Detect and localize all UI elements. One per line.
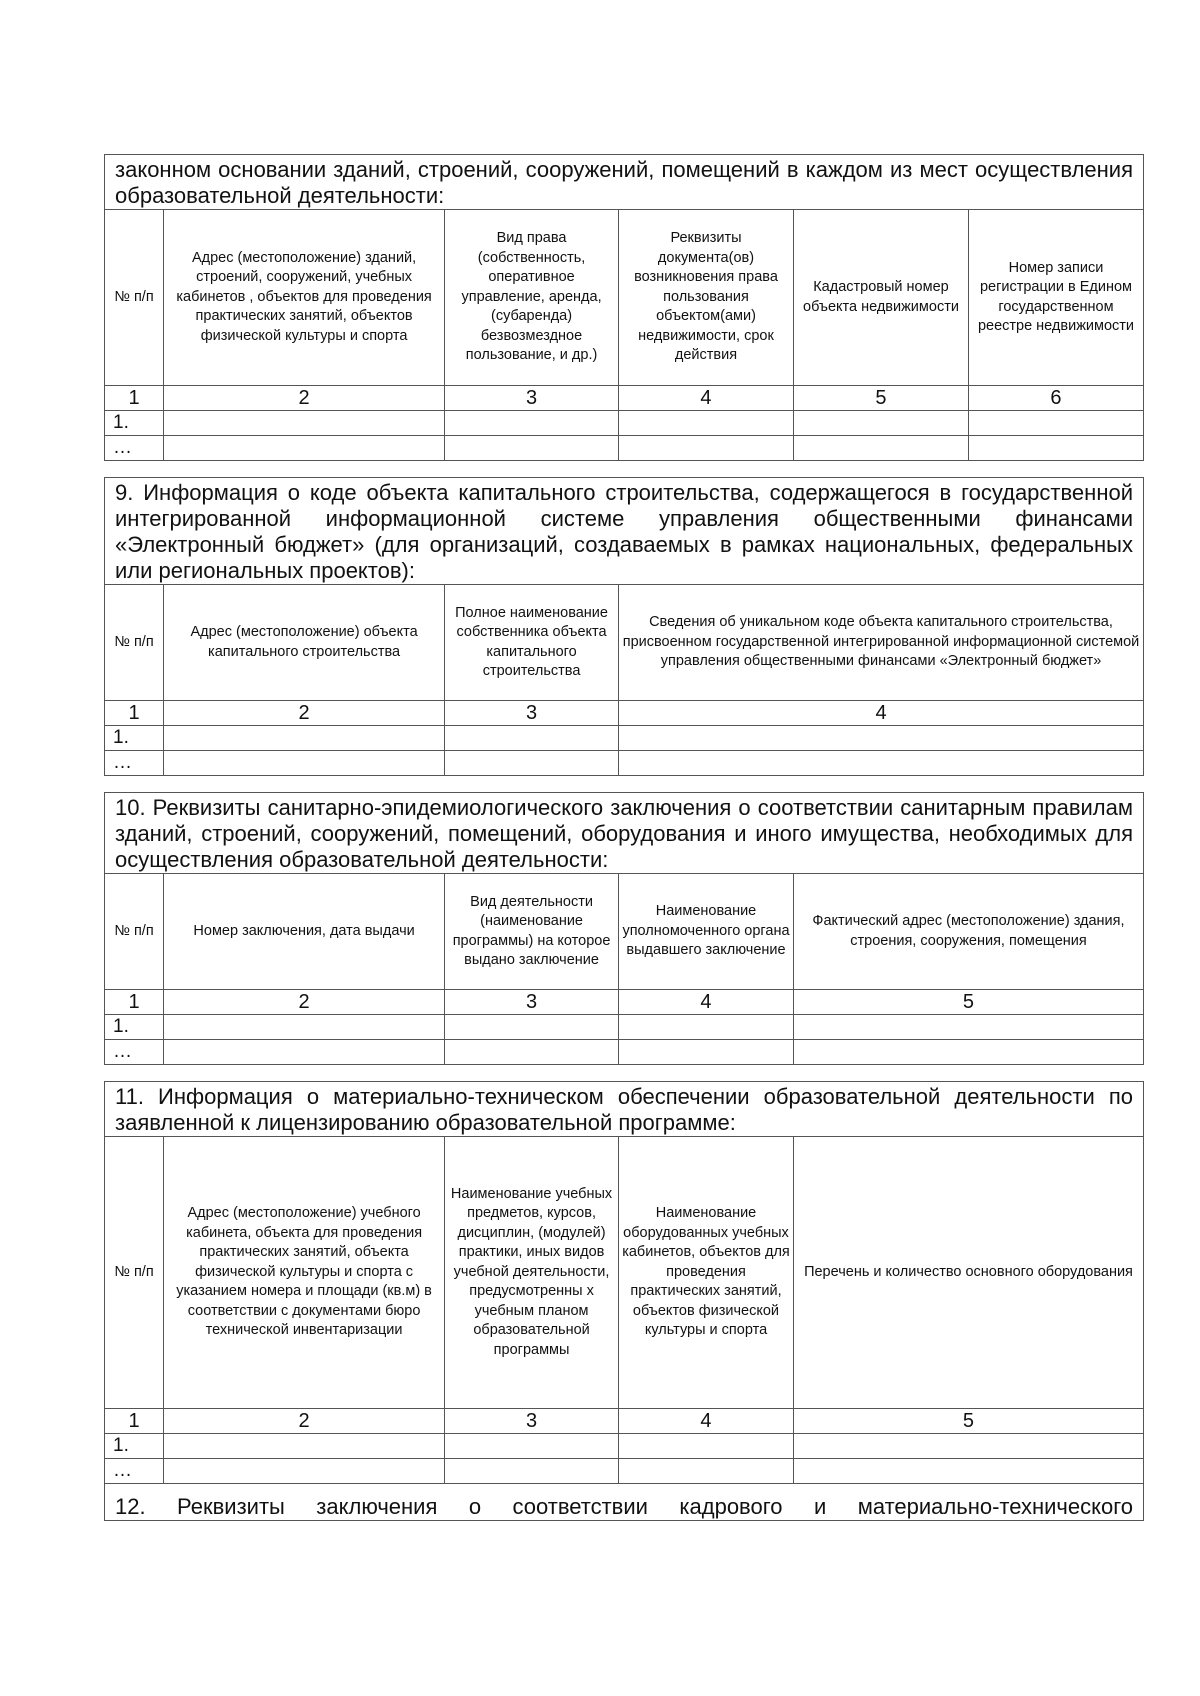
table-row (105, 751, 1144, 776)
table-row (105, 726, 1144, 751)
header-cell: Вид права (собственность, оперативное управление, аренда, (субаренда) безвозмездное пользование, и др.) (445, 210, 619, 386)
column-number: 5 (793, 386, 968, 411)
header-cell: Кадастровый номер объекта недвижимости (793, 210, 968, 386)
header-cell: Номер заключения, дата выдачи (164, 874, 445, 990)
row-number: 1. (105, 726, 164, 751)
column-number: 2 (164, 386, 445, 411)
header-cell: Перечень и количество основного оборудования (793, 1137, 1143, 1409)
table-10 (104, 873, 1144, 1065)
table-11 (104, 1136, 1144, 1484)
column-number: 5 (793, 990, 1143, 1015)
header-cell: Реквизиты документа(ов) возникновения права пользования объектом(ами) недвижимости, срок действия (619, 210, 794, 386)
column-number: 1 (105, 990, 164, 1015)
section-8-text: законном основании зданий, строений, сооружений, помещений в каждом из мест осуществления образовательной деятельности: (115, 157, 1133, 208)
column-number: 1 (105, 386, 164, 411)
header-cell: № п/п (105, 585, 164, 701)
column-number: 2 (164, 701, 445, 726)
row-number: … (105, 751, 164, 776)
header-cell: Полное наименование собственника объекта капитального строительства (445, 585, 619, 701)
section-8 (104, 154, 1144, 209)
row-number: 1. (105, 1015, 164, 1040)
column-number: 3 (445, 701, 619, 726)
column-number: 1 (105, 1409, 164, 1434)
section-10-text: 10. Реквизиты санитарно-эпидемиологического заключения о соответствии санитарным правилам зданий, строений, сооружений, помещений, оборудования и иного имущества, необходимых для осуществления образовательной деятельности: (115, 795, 1133, 872)
header-cell: Номер записи регистрации в Едином государственном реестре недвижимости (968, 210, 1143, 386)
table-row (105, 411, 1144, 436)
section-9-text: 9. Информация о коде объекта капитального строительства, содержащегося в государственной интегрированной информационной системе управления общественными финансами «Электронный бюджет» (для организаций, создаваемых в рамках национальных, федеральных или региональных проектов): (115, 480, 1133, 583)
row-number: … (105, 1040, 164, 1065)
header-cell: Наименование уполномоченного органа выдавшего заключение (619, 874, 794, 990)
row-number: … (105, 1459, 164, 1484)
table-9 (104, 584, 1144, 776)
column-number: 4 (619, 701, 1144, 726)
column-number: 2 (164, 990, 445, 1015)
column-number: 6 (968, 386, 1143, 411)
column-number: 4 (619, 990, 794, 1015)
header-cell: № п/п (105, 1137, 164, 1409)
header-cell: Адрес (местоположение) зданий, строений, сооружений, учебных кабинетов , объектов для проведения практических занятий, объектов физической культуры и спорта (164, 210, 445, 386)
section-9 (104, 477, 1144, 584)
table-row (105, 1040, 1144, 1065)
document-page (104, 154, 1144, 1521)
column-number: 5 (793, 1409, 1143, 1434)
section-11 (104, 1081, 1144, 1136)
row-number: 1. (105, 1434, 164, 1459)
header-cell: № п/п (105, 210, 164, 386)
table-row (105, 436, 1144, 461)
header-cell: Фактический адрес (местоположение) здания, строения, сооружения, помещения (793, 874, 1143, 990)
header-cell: Сведения об уникальном коде объекта капитального строительства, присвоенном государственной интегрированной информационной системой управления общественными финансами «Электронный бюджет» (619, 585, 1144, 701)
column-number: 3 (445, 990, 619, 1015)
table-row (105, 1459, 1144, 1484)
header-cell: Адрес (местоположение) объекта капитального строительства (164, 585, 445, 701)
column-number: 4 (619, 386, 794, 411)
table-row (105, 1434, 1144, 1459)
header-cell: Наименование учебных предметов, курсов, дисциплин, (модулей) практики, иных видов учебной деятельности, предусмотренны х учебным планом образовательной программы (445, 1137, 619, 1409)
row-number: 1. (105, 411, 164, 436)
header-cell: Вид деятельности (наименование программы) на которое выдано заключение (445, 874, 619, 990)
header-cell: № п/п (105, 874, 164, 990)
table-row (105, 1015, 1144, 1040)
column-number: 3 (445, 1409, 619, 1434)
row-number: … (105, 436, 164, 461)
column-number: 4 (619, 1409, 794, 1434)
column-number: 3 (445, 386, 619, 411)
header-cell: Адрес (местоположение) учебного кабинета, объекта для проведения практических занятий, объекта физической культуры и спорта с указанием номера и площади (кв.м) в соответствии с документами бюро технической инвентаризации (164, 1137, 445, 1409)
section-12-text: 12. Реквизиты заключения о соответствии кадрового и материально-технического (115, 1494, 1133, 1519)
section-12 (104, 1484, 1144, 1521)
column-number: 1 (105, 701, 164, 726)
column-number: 2 (164, 1409, 445, 1434)
section-10 (104, 792, 1144, 873)
table-8 (104, 209, 1144, 461)
header-cell: Наименование оборудованных учебных кабинетов, объектов для проведения практических занятий, объектов физической культуры и спорта (619, 1137, 794, 1409)
section-11-text: 11. Информация о материально-техническом обеспечении образовательной деятельности по заявленной к лицензированию образовательной программе: (115, 1084, 1133, 1135)
